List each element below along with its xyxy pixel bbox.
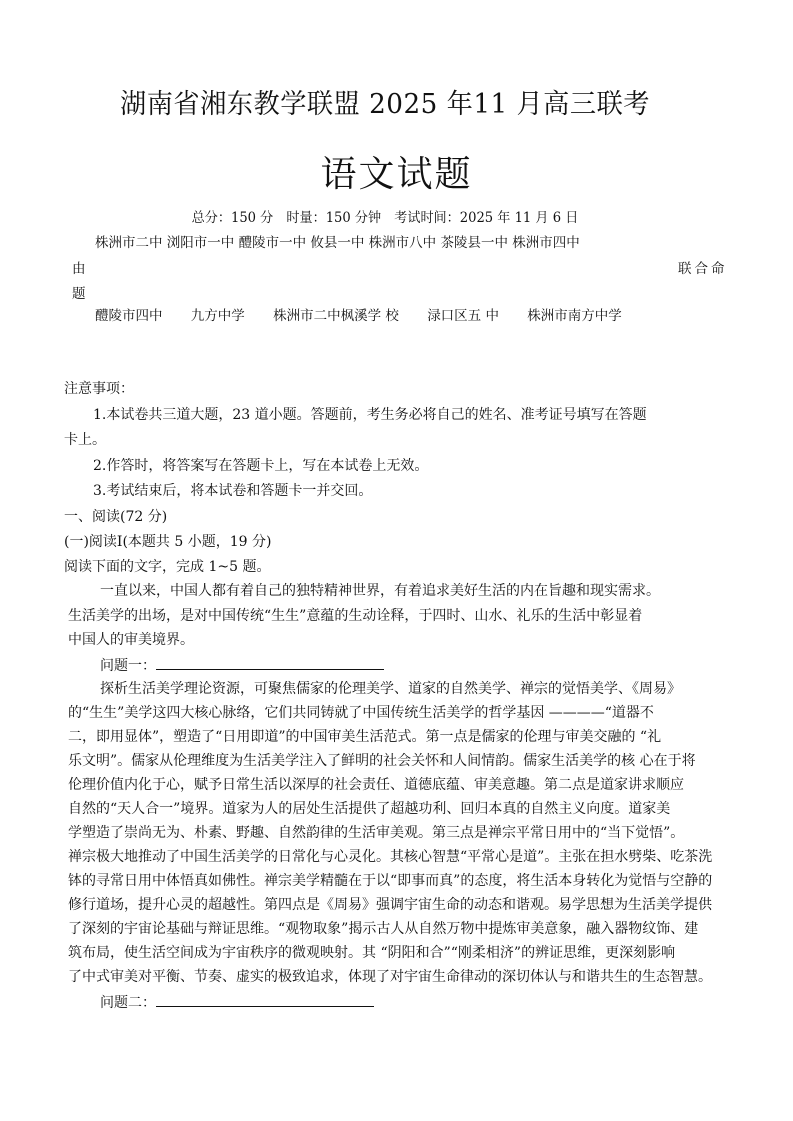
you-char: 由 [72, 261, 86, 277]
school-name: 株洲市二中枫溪学 校 [273, 308, 399, 324]
exam-meta: 总分：150 分 时量：150 分钟 考试时间：2025 年 11 月 6 日 [191, 210, 579, 226]
answer-blank-1 [156, 655, 384, 670]
intro-line: 中国人的审美境界。 [68, 632, 194, 648]
note-item: 3.考试结束后，将本试卷和答题卡一并交回。 [93, 483, 373, 499]
section-sub: (一)阅读Ⅰ(本题共 5 小题，19 分) [64, 534, 272, 550]
school-name: 渌口区五 中 [427, 308, 499, 324]
note-item: 1.本试卷共三道大题，23 道小题。答题前，考生务必将自己的姓名、准考证号填写在答题 [93, 407, 647, 423]
body-line: 学塑造了崇尚无为、朴素、野趣、自然韵律的生活审美观。第三点是禅宗平常日用中的“当下觉悟”。 [68, 825, 685, 841]
question-2-label: 问题二： [100, 995, 156, 1011]
body-line: 禅宗极大地推动了中国生活美学的日常化与心灵化。其核心智慧“平常心是道”。主张在担水劈柴、吃茶洗 [68, 849, 713, 865]
question-2 [100, 992, 374, 1013]
body-line: 了中式审美对平衡、节奏、虚实的极致追求，体现了对宇宙生命律动的深切体认与和谐共生的生态智慧。 [68, 969, 712, 985]
body-line: 乐文明”。儒家从伦理维度为生活美学注入了鲜明的社会关怀和人间情韵。儒家生活美学的核 心在于将 [68, 753, 696, 769]
exam-title: 湖南省湘东教学联盟 2025 年11 月高三联考 [119, 89, 650, 120]
body-line: 的“生生”美学这四大核心脉络，它们共同铸就了中国传统生活美学的哲学基因 ————“道器不 [68, 705, 654, 721]
ti-char: 题 [72, 286, 86, 302]
joint-label: 联合命 [678, 261, 728, 277]
school-name: 醴陵市四中 [95, 308, 163, 324]
body-line: 探析生活美学理论资源，可聚焦儒家的伦理美学、道家的自然美学、禅宗的觉悟美学、《周易》 [100, 681, 681, 697]
body-line: 二，即用显体”，塑造了“日用即道”的中国审美生活范式。第一点是儒家的伦理与审美交融的 “礼 [68, 729, 662, 745]
body-line: 自然的“天人合一”境界。道家为人的居处生活提供了超越功利、回归本真的自然主义向度。道家美 [68, 801, 671, 817]
schools-row-1: 株洲市二中 浏阳市一中 醴陵市一中 攸县一中 株洲市八中 茶陵县一中 株洲市四中 [95, 235, 580, 251]
body-line: 钵的寻常日用中体悟真如佛性。禅宗美学精髓在于以“即事而真”的态度，将生活本身转化为觉悟与空静的 [68, 873, 713, 889]
question-1 [100, 655, 384, 676]
subject-title: 语文试题 [320, 154, 473, 195]
body-line: 伦理价值内化于心，赋予日常生活以深厚的社会责任、道德底蕴、审美意趣。第二点是道家讲求顺应 [68, 777, 684, 793]
note-item: 卡上。 [64, 432, 106, 448]
section-instruction: 阅读下面的文字，完成 1~5 题。 [64, 559, 271, 575]
schools-row-2 [95, 304, 646, 324]
intro-line: 一直以来，中国人都有着自己的独特精神世界，有着追求美好生活的内在旨趣和现实需求。 [100, 583, 660, 599]
question-1-label: 问题一： [100, 658, 156, 674]
answer-blank-2 [156, 992, 374, 1007]
body-line: 筑布局，使生活空间成为宇宙秩序的微观映射。其 “阴阳和合”“刚柔相济”的辨证思维，更深刻影响 [68, 945, 676, 961]
body-line: 修行道场，提升心灵的超越性。第四点是《周易》强调宇宙生命的动态和谐观。易学思想为生活美学提供 [68, 897, 712, 913]
notes-heading: 注意事项： [64, 381, 134, 397]
body-line: 了深刻的宇宙论基础与辩证思维。“观物取象”揭示古人从自然万物中提炼审美意象，融入器物纹饰、建 [68, 921, 699, 937]
school-name: 株洲市南方中学 [527, 308, 622, 324]
school-name: 九方中学 [190, 308, 245, 324]
intro-line: 生活美学的出场，是对中国传统“生生”意蕴的生动诠释，于四时、山水、礼乐的生活中彰显着 [68, 608, 643, 624]
section-part: 一、阅读(72 分) [64, 509, 168, 525]
note-item: 2.作答时，将答案写在答题卡上，写在本试卷上无效。 [93, 458, 429, 474]
